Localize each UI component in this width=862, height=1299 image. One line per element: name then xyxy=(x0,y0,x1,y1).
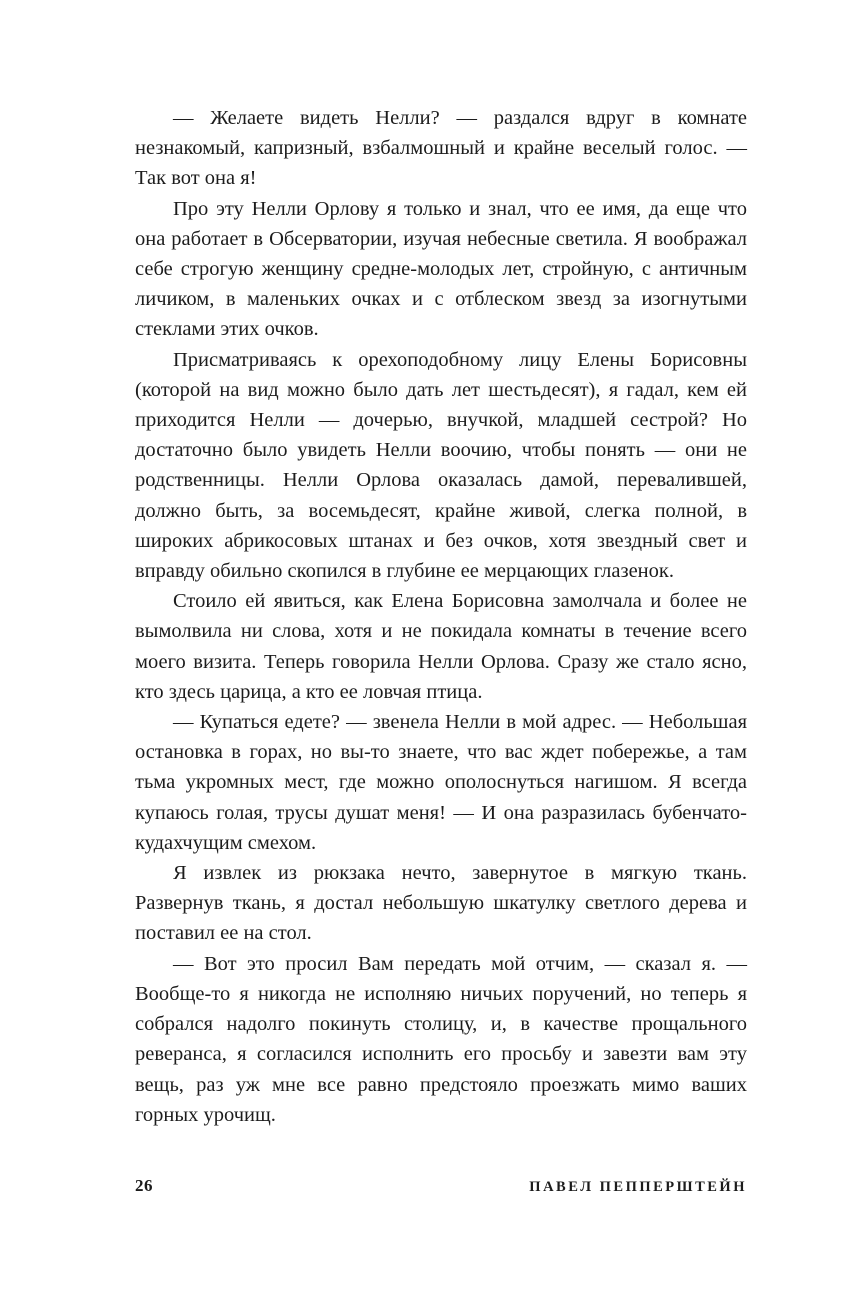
page-footer xyxy=(135,1176,747,1196)
paragraph: Про эту Нелли Орлову я только и знал, что ее имя, да еще что она работает в Обсерватории, изучая небесные светила. Я воображал себе строгую женщину средне-молодых лет, стройную, с античным личиком, в маленьких очках и с отблеском звезд за изогнутыми стеклами этих очков. xyxy=(135,197,747,341)
paragraph: — Вот это просил Вам передать мой отчим, — сказал я. — Вообще-то я никогда не исполняю ничьих поручений, но теперь я собрался надолго покинуть столицу, и, в качестве прощального реверанса, я согласился исполнить его просьбу и завезти вам эту вещь, раз уж мне все равно предстояло проезжать мимо ваших горных урочищ. xyxy=(135,952,747,1126)
running-head: ПАВЕЛ ПЕППЕРШТЕЙН xyxy=(529,1179,747,1195)
paragraph: Я извлек из рюкзака нечто, завернутое в мягкую ткань. Развернув ткань, я достал небольшую шкатулку светлого дерева и поставил ее на стол. xyxy=(135,862,747,945)
paragraph: — Купаться едете? — звенела Нелли в мой адрес. — Небольшая остановка в горах, но вы-то знаете, что вас ждет побережье, а там тьма укромных мест, где можно ополоснуться нагишом. Я всегда купаюсь голая, трусы душат меня! — И она разразилась бубенчато-кудахчущим смехом. xyxy=(135,711,747,854)
text-block xyxy=(135,103,747,1130)
paragraph: Присматриваясь к орехоподобному лицу Елены Борисовны (которой на вид можно было дать лет шестьдесят), я гадал, кем ей приходится Нелли — дочерью, внучкой, младшей сестрой? Но достаточно было увидеть Нелли воочию, чтобы понять — они не родственницы. Нелли Орлова оказалась дамой, перевалившей, должно быть, за восемьдесят, крайне живой, слегка полной, в широких абрикосовых штанах и без очков, хотя звездный свет и вправду обильно скопился в глубине ее мерцающих глазенок. xyxy=(135,348,747,583)
page-number: 26 xyxy=(135,1176,153,1195)
paragraph: — Желаете видеть Нелли? — раздался вдруг в комнате незнакомый, капризный, взбалмошный и крайне веселый голос. — Так вот она я! xyxy=(135,107,747,190)
paragraph: Стоило ей явиться, как Елена Борисовна замолчала и более не вымолвила ни слова, хотя и не покидала комнаты в течение всего моего визита. Теперь говорила Нелли Орлова. Сразу же стало ясно, кто здесь царица, а кто ее ловчая птица. xyxy=(135,590,747,703)
